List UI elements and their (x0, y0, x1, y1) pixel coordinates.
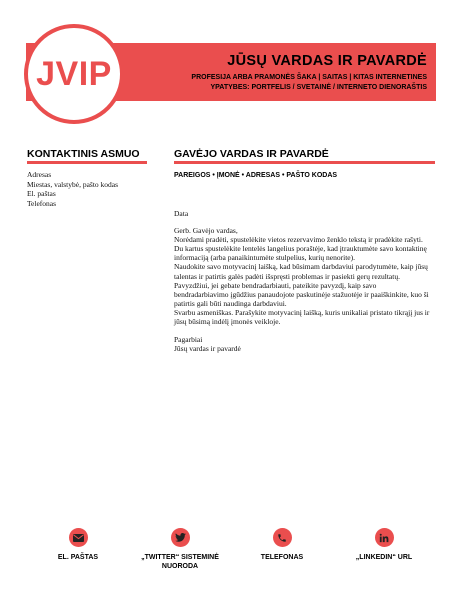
letter-paragraph-1: Norėdami pradėti, spustelėkite vietos rezervavimo ženklo tekstą ir pradėkite rašyti. Du kartus spustelėkite lentelės langelius poraštėje, kad įtrauktumėte savo kontaktinę informaciją (arba panaikintumėte stulpelius, kurių nenorite). (174, 235, 427, 263)
letter-body[interactable] (174, 209, 432, 353)
footer-email[interactable] (28, 528, 128, 562)
contact-details[interactable] (27, 170, 118, 208)
envelope-icon (69, 528, 88, 547)
monogram-circle (24, 24, 124, 124)
monogram-text: JVIP (36, 54, 112, 93)
letter-paragraph-2: Naudokite savo motyvacinį laišką, kad būsimam darbdaviui parodytumėte, kaip jūsų talentas ir patirtis galės padėti išspręsti problemas ir pasiekti gerų rezultatų. Pavyzdžiui, jei gebate bendradarbiauti, pateikite pavyzdį, kaip savo bendradarbiavimo įgūdžius panaudojote paskutinėje stažuotėje ir paaiškinkite, kuo ši patirtis gali būti naudinga darbdaviui. (174, 262, 429, 308)
linkedin-icon (375, 528, 394, 547)
footer-twitter[interactable] (130, 528, 230, 571)
contact-divider (27, 161, 147, 164)
footer-email-label: EL. PAŠTAS (57, 554, 99, 561)
recipient-divider (174, 161, 435, 164)
footer-phone[interactable] (232, 528, 332, 562)
applicant-name[interactable]: JŪSŲ VARDAS IR PAVARDĖ (227, 53, 427, 69)
footer-linkedin-label: „LINKEDIN“ URL (355, 554, 413, 561)
footer-twitter-label: „TWITTER“ SISTEMINĖ NUORODA (141, 554, 219, 570)
subtitle-line-1: PROFESIJA ARBA PRAMONĖS ŠAKA | SAITAS | KITAS INTERNETINES (191, 74, 427, 81)
letter-signature: Jūsų vardas ir pavardė (174, 344, 241, 354)
contact-address: Adresas (27, 170, 52, 179)
subtitle-line-2: YPATYBES: PORTFELIS / SVETAINĖ / INTERNETO DIENORAŠTIS (210, 83, 427, 91)
footer-phone-label: TELEFONAS (260, 554, 304, 561)
footer-linkedin[interactable] (334, 528, 434, 562)
letter-closing: Pagarbiai (174, 335, 203, 345)
recipient-info[interactable]: PAREIGOS • ĮMONĖ • ADRESAS • PAŠTO KODAS (174, 172, 338, 179)
letter-date: Data (174, 209, 189, 218)
recipient-heading[interactable]: GAVĖJO VARDAS IR PAVARDĖ (174, 148, 329, 160)
contact-city: Miestas, valstybė, pašto kodas (27, 179, 119, 189)
contact-heading[interactable]: KONTAKTINIS ASMUO (27, 148, 140, 160)
phone-icon (273, 528, 292, 547)
letter-salutation: Gerb. Gavėjo vardas, (174, 226, 238, 236)
contact-phone: Telefonas (27, 198, 57, 208)
twitter-bird-icon (171, 528, 190, 547)
applicant-subtitle[interactable] (150, 73, 427, 92)
letter-paragraph-3: Svarbu asmeniškas. Parašykite motyvacinį laišką, kuris unikaliai pristato tikrąjį jus ir jūsų būsimą indėlį įmonės veikloje. (174, 307, 430, 327)
contact-email: El. paštas (27, 189, 56, 198)
